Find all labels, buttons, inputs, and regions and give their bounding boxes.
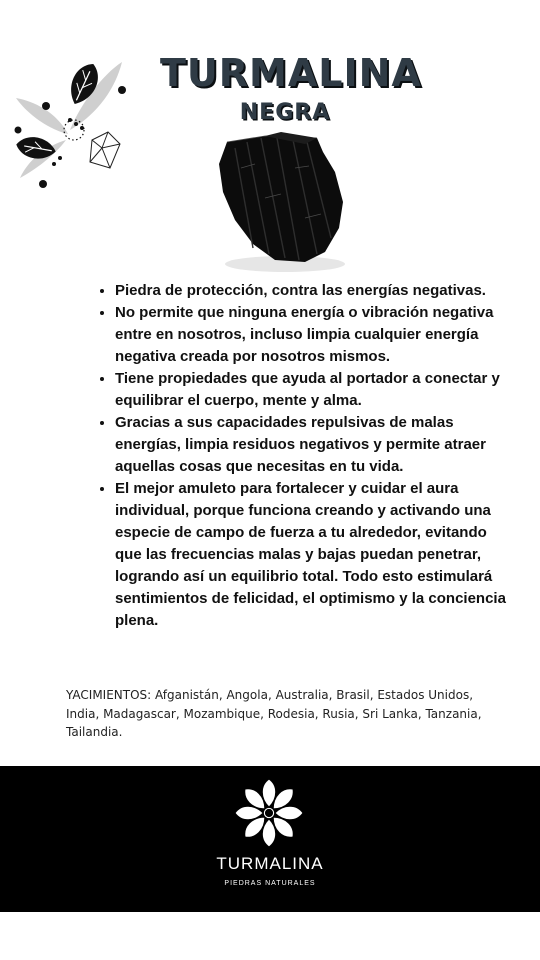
- black-tourmaline-stone-icon: [205, 128, 355, 276]
- page-title: TURMALINA: [160, 51, 422, 95]
- lotus-flower-logo-icon: [232, 776, 306, 850]
- list-item: • Tiene propiedades que ayuda al portador a conectar y equilibrar el cuerpo, mente y alma.: [115, 368, 515, 412]
- list-item: • No permite que ninguna energía o vibración negativa entre en nosotros, incluso limpia cualquier energía negativa creada por nosotros mismos.: [115, 302, 515, 368]
- brand-tagline: PIEDRAS NATURALES: [224, 880, 316, 887]
- page-subtitle: NEGRA: [239, 100, 331, 125]
- floral-crystal-icon: [10, 60, 128, 195]
- brand-name: TURMALINA: [216, 854, 324, 873]
- list-item: • El mejor amuleto para fortalecer y cuidar el aura individual, porque funciona creando y activando una especie de campo de fuerza a tu alrededor, evitando que las frecuencias malas y bajas puedan penetrar, logrando así un equilibrio total. Todo esto estimulará sentimientos de felicidad, el optimismo y la conciencia plena.: [115, 478, 515, 632]
- footer-banner: [0, 766, 540, 912]
- list-item: • Piedra de protección, contra las energías negativas.: [115, 280, 515, 302]
- list-item: • Gracias a sus capacidades repulsivas de malas energías, limpia residuos negativos y permite atraer aquellas cosas que necesitas en tu vida.: [115, 412, 515, 478]
- deposits-text: YACIMIENTOS: Afganistán, Angola, Australia, Brasil, Estados Unidos, India, Madagascar, Mozambique, Rodesia, Rusia, Sri Lanka, Tanzania, Tailandia.: [66, 688, 482, 739]
- properties-list: [92, 280, 515, 632]
